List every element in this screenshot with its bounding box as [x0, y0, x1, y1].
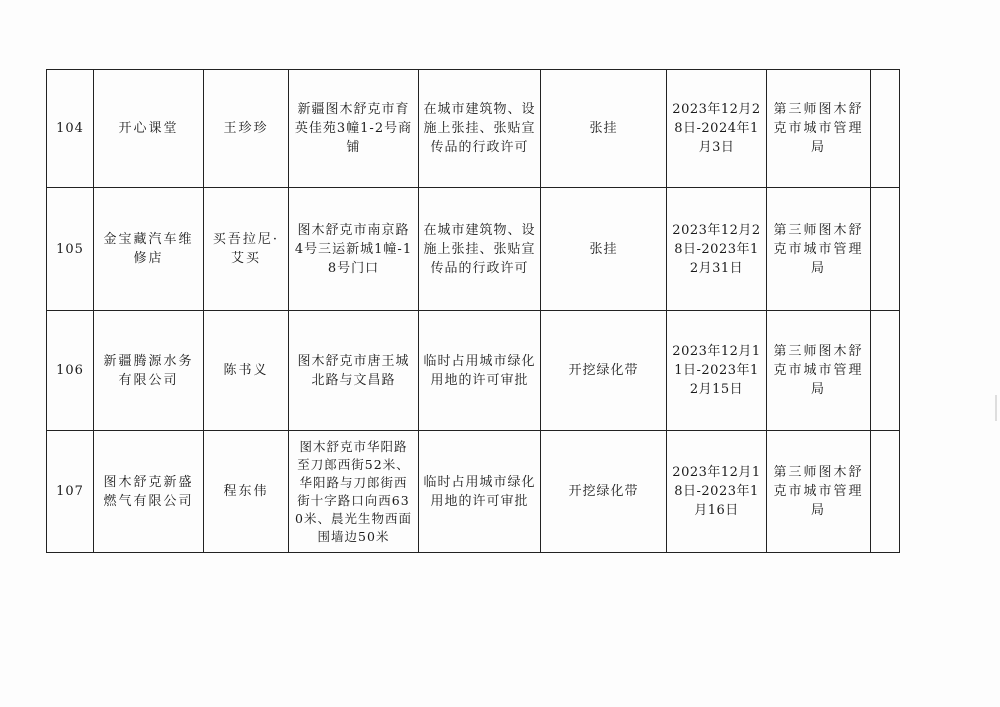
- row-number-cell: 104: [47, 70, 94, 188]
- address-cell: 图木舒克市华阳路至刀郎西街52米、华阳路与刀郎街西街十字路口向西630米、晨光生物西面围墙边50米: [289, 431, 419, 553]
- remarks-cell: [871, 311, 900, 431]
- permit-records-table: [46, 69, 900, 553]
- issuing-authority-cell: 第三师图木舒克市城市管理局: [767, 311, 871, 431]
- legal-person-cell: 买吾拉尼·艾买: [204, 188, 289, 311]
- issuing-authority-cell: 第三师图木舒克市城市管理局: [767, 70, 871, 188]
- validity-period-cell: 2023年12月28日-2024年1月3日: [667, 70, 767, 188]
- address-cell: 图木舒克市南京路4号三运新城1幢-18号门口: [289, 188, 419, 311]
- permit-item-cell: 在城市建筑物、设施上张挂、张贴宣传品的行政许可: [419, 70, 541, 188]
- table-row: [47, 311, 900, 431]
- table-row: [47, 188, 900, 311]
- permit-item-cell: 在城市建筑物、设施上张挂、张贴宣传品的行政许可: [419, 188, 541, 311]
- address-cell: 新疆图木舒克市育英佳苑3幢1-2号商铺: [289, 70, 419, 188]
- validity-period-cell: 2023年12月11日-2023年12月15日: [667, 311, 767, 431]
- issuing-authority-cell: 第三师图木舒克市城市管理局: [767, 431, 871, 553]
- row-number-cell: 105: [47, 188, 94, 311]
- permit-type-cell: 开挖绿化带: [541, 431, 667, 553]
- applicant-name-cell: 开心课堂: [94, 70, 204, 188]
- row-number-cell: 107: [47, 431, 94, 553]
- permit-item-cell: 临时占用城市绿化用地的许可审批: [419, 431, 541, 553]
- scan-artifact: [995, 395, 997, 421]
- table-row: [47, 70, 900, 188]
- permit-type-cell: 张挂: [541, 70, 667, 188]
- applicant-name-cell: 新疆腾源水务有限公司: [94, 311, 204, 431]
- validity-period-cell: 2023年12月28日-2023年12月31日: [667, 188, 767, 311]
- issuing-authority-cell: 第三师图木舒克市城市管理局: [767, 188, 871, 311]
- address-cell: 图木舒克市唐王城北路与文昌路: [289, 311, 419, 431]
- permit-type-cell: 张挂: [541, 188, 667, 311]
- legal-person-cell: 陈书义: [204, 311, 289, 431]
- permit-item-cell: 临时占用城市绿化用地的许可审批: [419, 311, 541, 431]
- applicant-name-cell: 图木舒克新盛燃气有限公司: [94, 431, 204, 553]
- legal-person-cell: 程东伟: [204, 431, 289, 553]
- table-row: [47, 431, 900, 553]
- row-number-cell: 106: [47, 311, 94, 431]
- legal-person-cell: 王珍珍: [204, 70, 289, 188]
- remarks-cell: [871, 188, 900, 311]
- applicant-name-cell: 金宝藏汽车维修店: [94, 188, 204, 311]
- remarks-cell: [871, 431, 900, 553]
- validity-period-cell: 2023年12月18日-2023年1月16日: [667, 431, 767, 553]
- remarks-cell: [871, 70, 900, 188]
- permit-type-cell: 开挖绿化带: [541, 311, 667, 431]
